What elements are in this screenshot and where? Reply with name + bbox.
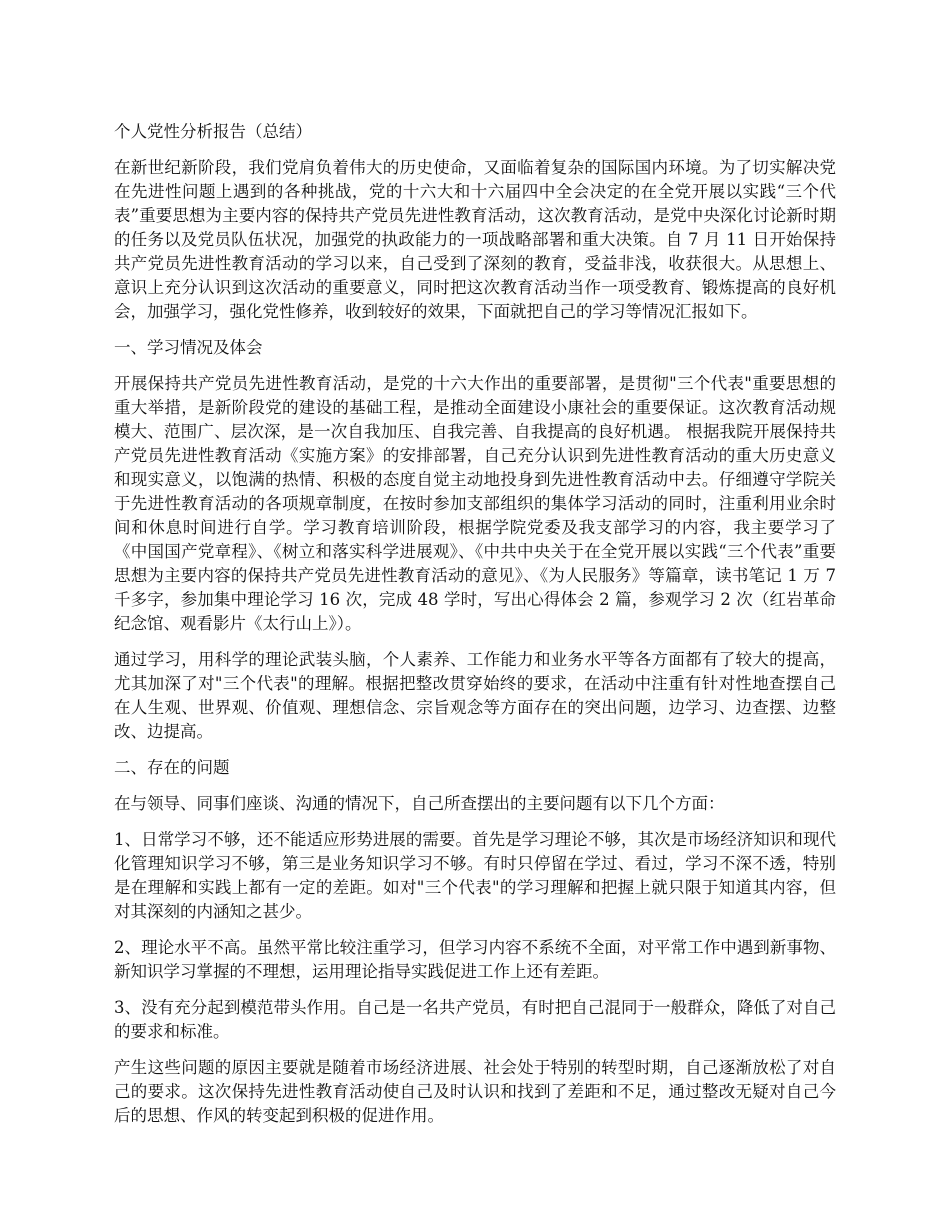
problem-item-3: 3、没有充分起到模范带头作用。自己是一名共产党员，有时把自己混同于一般群众，降低了对自己的要求和标准。 [114,998,836,1041]
document-title: 个人党性分析报告（总结） [114,122,312,141]
section-heading-problems: 二、存在的问题 [114,758,230,777]
intro-paragraph: 在新世纪新阶段，我们党肩负着伟大的历史使命，又面临着复杂的国际国内环境。为了切实解决党在先进性问题上遇到的各种挑战，党的十六大和十六届四中全会决定的在全党开展以实践“三个代表”重要思想为主要内容的保持共产党员先进性教育活动，这次教育活动，是党中央深化讨论新时期的任务以及党员队伍状况，加强党的执政能力的一项战略部署和重大决策。自 7 月 11 日开始保持共产党员先进性教育活动的学习以来，自己受到了深刻的教育，受益非浅，收获很大。从思想上、意识上充分认识到这次活动的重要意义，同时把这次教育活动当作一项受教育、锻炼提高的良好机会，加强学习，强化党性修养，收到较好的效果，下面就把自己的学习等情况汇报如下。 [114,158,836,321]
study-result-paragraph: 通过学习，用科学的理论武装头脑，个人素养、工作能力和业务水平等各方面都有了较大的提高，尤其加深了对"三个代表"的理解。根据把整改贯穿始终的要求，在活动中注重有针对性地查摆自己在人生观、世界观、价值观、理想信念、宗旨观念等方面存在的突出问题，边学习、边查摆、边整改、边提高。 [114,650,836,741]
problems-intro-paragraph: 在与领导、同事们座谈、沟通的情况下，自己所查摆出的主要问题有以下几个方面： [114,794,725,813]
study-paragraph: 开展保持共产党员先进性教育活动，是党的十六大作出的重要部署，是贯彻"三个代表"重要思想的重大举措，是新阶段党的建设的基础工程，是推动全面建设小康社会的重要保证。这次教育活动规模大、范围广、层次深，是一次自我加压、自我完善、自我提高的良好机遇。 根据我院开展保持共产党员先进性教育活动《实施方案》的安排部署，自己充分认识到先进性教育活动的重大历史意义和现实意义，以饱满的热情、积极的态度自觉主动地投身到先进性教育活动中去。仔细遵守学院关于先进性教育活动的各项规章制度，在按时参加支部组织的集体学习活动的同时，注重利用业余时间和休息时间进行自学。学习教育培训阶段，根据学院党委及我支部学习的内容，我主要学习了《中国国产党章程》、《树立和落实科学进展观》、《中共中央关于在全党开展以实践“三个代表”重要思想为主要内容的保持共产党员先进性教育活动的意见》、《为人民服务》等篇章，读书笔记 1 万 7 千多字，参加集中理论学习 16 次，完成 48 学时，写出心得体会 2 篇，参观学习 2 次（红岩革命纪念馆、观看影片《太行山上》）。 [114,374,836,633]
problem-item-1: 1、日常学习不够，还不能适应形势进展的需要。首先是学习理论不够，其次是市场经济知识和现代化管理知识学习不够，第三是业务知识学习不够。有时只停留在学过、看过，学习不深不透，特别是在理解和实践上都有一定的差距。如对"三个代表"的学习理解和把握上就只限于知道其内容，但对其深刻的内涵知之甚少。 [114,830,836,921]
cause-paragraph: 产生这些问题的原因主要就是随着市场经济进展、社会处于特别的转型时期，自己逐渐放松了对自己的要求。这次保持先进性教育活动使自己及时认识和找到了差距和不足，通过整改无疑对自己今后的思想、作风的转变起到积极的促进作用。 [114,1058,836,1125]
section-heading-study: 一、学习情况及体会 [114,338,263,357]
problem-item-2: 2、理论水平不高。虽然平常比较注重学习，但学习内容不系统不全面，对平常工作中遇到新事物、新知识学习掌握的不理想，运用理论指导实践促进工作上还有差距。 [114,938,836,981]
